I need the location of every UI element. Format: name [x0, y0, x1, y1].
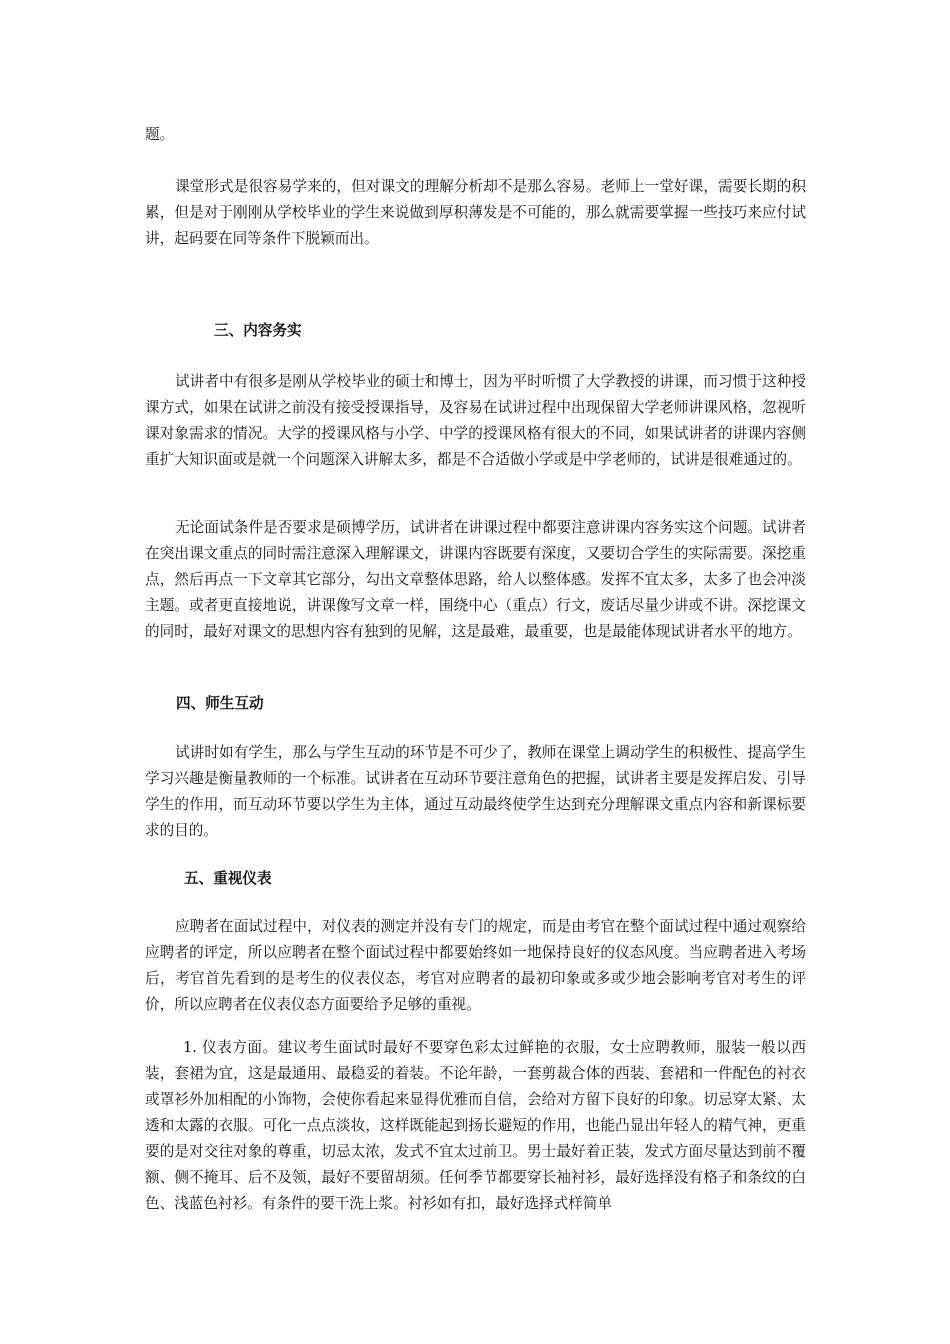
section-heading-3: 三、内容务实	[214, 322, 302, 339]
paragraph-classroom-form: 课堂形式是很容易学来的，但对课文的理解分析却不是那么容易。老师上一堂好课，需要长期的积累，但是对于刚刚从学校毕业的学生来说做到厚积薄发是不可能的，那么就需要掌握一些技巧来应付试讲，起码要在同等条件下脱颖而出。	[145, 178, 806, 247]
section-heading-4: 四、师生互动	[176, 695, 264, 712]
paragraph-appearance-intro: 应聘者在面试过程中，对仪表的测定并没有专门的规定，而是由考官在整个面试过程中通过观察给应聘者的评定，所以应聘者在整个面试过程中都要始终如一地保持良好的仪态风度。当应聘者进入考场后，考官首先看到的是考生的仪表仪态，考官对应聘者的最初印象或多或少地会影响考官对考生的评价，所以应聘者在仪表仪态方面要给予足够的重视。	[145, 918, 806, 1013]
section-heading-5: 五、重视仪表	[184, 870, 272, 887]
paragraph-appearance-1: 1. 仪表方面。建议考生面试时最好不要穿色彩太过鲜艳的衣服，女士应聘教师，服装一般以西装，套裙为宜，这是最通用、最稳妥的着装。不论年龄，一套剪裁合体的西装、套裙和一件配色的衬衣或罩衫外加相配的小饰物，会使你看起来显得优雅而自信，会给对方留下良好的印象。切忌穿太紧、太透和太露的衣服。可化一点点淡妆，这样既能起到扬长避短的作用，也能凸显出年轻人的精气神，更重要的是对交往对象的尊重，切忌太浓，发式不宜太过前卫。男士最好着正装，发式方面尽量达到前不覆额、侧不掩耳、后不及领，最好不要留胡须。任何季节都要穿长袖衬衫，最好选择没有格子和条纹的白色、浅蓝色衬衫。有条件的要干洗上浆。衬衫如有扣，最好选择式样简单	[145, 1039, 806, 1212]
paragraph-content-practical-1: 试讲者中有很多是刚从学校毕业的硕士和博士，因为平时听惯了大学教授的讲课，而习惯于这种授课方式，如果在试讲之前没有接受授课指导，及容易在试讲过程中出现保留大学老师讲课风格，忽视听课对象需求的情况。大学的授课风格与小学、中学的授课风格有很大的不同，如果试讲者的讲课内容侧重扩大知识面或是就一个问题深入讲解太多，都是不合适做小学或是中学老师的，试讲是很难通过的。	[145, 373, 806, 468]
paragraph-interaction: 试讲时如有学生，那么与学生互动的环节是不可少了，教师在课堂上调动学生的积极性、提高学生学习兴趣是衡量教师的一个标准。试讲者在互动环节要注意角色的把握，试讲者主要是发挥启发、引导学生的作用，而互动环节要以学生为主体，通过互动最终使学生达到充分理解课文重点内容和新课标要求的目的。	[145, 744, 806, 839]
paragraph-continuation: 题。	[145, 126, 175, 143]
paragraph-content-practical-2: 无论面试条件是否要求是硕博学历，试讲者在讲课过程中都要注意讲课内容务实这个问题。试讲者在突出课文重点的同时需注意深入理解课文，讲课内容既要有深度，又要切合学生的实际需要。深挖重点，然后再点一下文章其它部分，勾出文章整体思路，给人以整体感。发挥不宜太多，太多了也会冲淡主题。或者更直接地说，讲课像写文章一样，围绕中心（重点）行文，废话尽量少讲或不讲。深挖课文的同时，最好对课文的思想内容有独到的见解，这是最难，最重要，也是最能体现试讲者水平的地方。	[145, 519, 806, 640]
